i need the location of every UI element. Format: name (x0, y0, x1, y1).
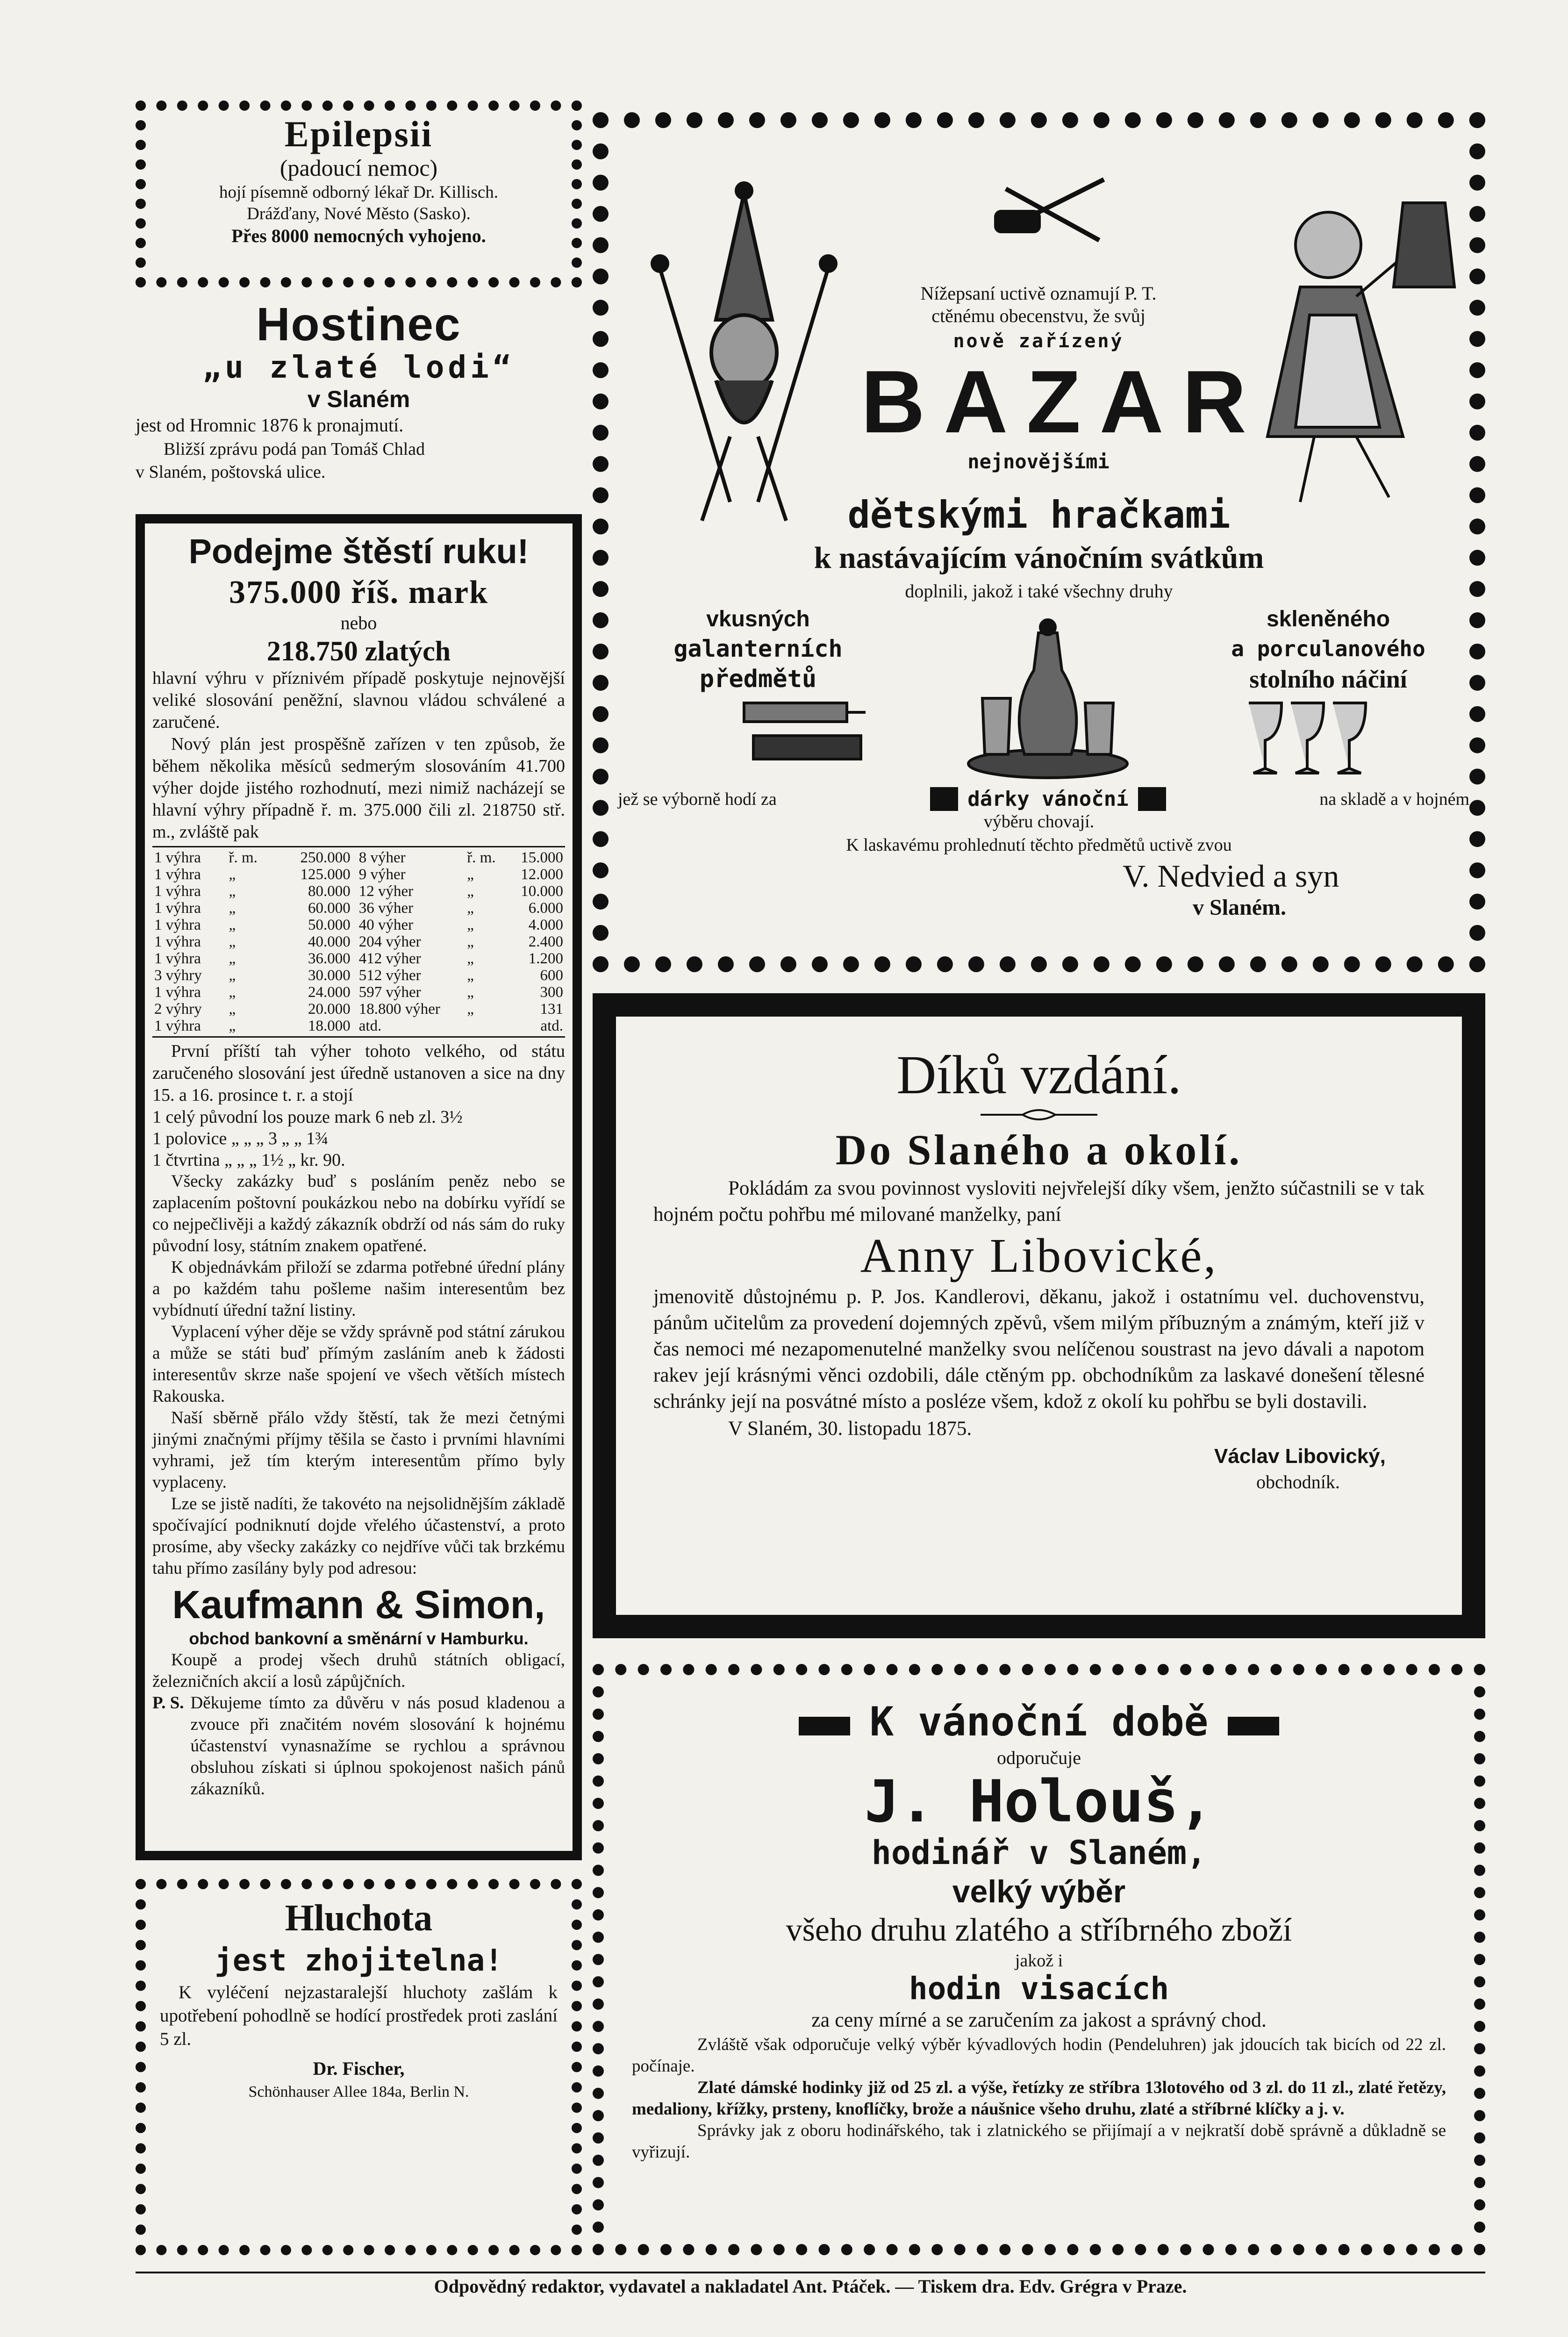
prize-row (357, 1018, 565, 1034)
bazaar-left-3: předmětů (699, 665, 817, 693)
prize-count: 2 výhry (154, 1001, 202, 1018)
prize-currency: „ (467, 917, 474, 933)
bazaar-newest: nejnovějšími (967, 450, 1110, 473)
prize-row (152, 866, 352, 883)
girl-leg-left (1300, 437, 1314, 502)
lottery-paragraph-2: První příští tah výher tohoto velkého, od státu zaručeného slosování jest úředně ustanoven a sice na dny 15. a 16. prosince t. r. a stojí (152, 1041, 565, 1105)
bazaar-right-3: stolního náčiní (1249, 665, 1407, 693)
prize-amount: 30.000 (308, 967, 351, 984)
prize-amount: 4.000 (528, 917, 563, 933)
jester-illustration (646, 175, 842, 530)
inn-line-1: jest od Hromnic 1876 k pronajmutí. (136, 415, 404, 436)
watchmaker-ad (593, 1664, 1485, 2255)
prize-currency: „ (229, 917, 236, 933)
epilepsy-subtitle: (padoucí nemoc) (279, 155, 438, 181)
lottery-paragraph-5: Vyplacení výher děje se vždy správně pod státní zárukou a může se státi buď přímým zasláním aneb k žádosti interesentův skrze naše spojení ve všech větších místech Rakouska. (152, 1322, 565, 1406)
epilepsy-line-3: Přes 8000 nemocných vyhojeno. (231, 225, 486, 246)
prize-count: 40 výher (358, 917, 414, 933)
prize-table-left (152, 849, 352, 1034)
prize-amount: 12.000 (521, 866, 563, 883)
prize-count: 8 výher (358, 849, 406, 866)
bazaar-left-group (618, 605, 898, 695)
watchmaker-paragraph-2: Zlaté dámské hodinky již od 25 zl. a výše, řetízky ze stříbra 13lotového od 3 zl. do 11 zl., zlaté řetězy, medaliony, křížky, prsteny, knoflíčky, brože a náušnice všeho druhu, zlaté a stříbrné klíčky a j. v. (632, 2078, 1446, 2119)
prize-currency: „ (229, 883, 236, 900)
lottery-amount: 375.000 říš. mark (229, 574, 489, 610)
brush-1 (744, 703, 847, 722)
deafness-title: Hluchota (285, 1898, 433, 1939)
prize-row (357, 917, 565, 933)
bazaar-stock: na skladě a v hojném (1319, 789, 1469, 809)
prize-count: 1 výhra (154, 917, 201, 933)
bazaar-left-1: vkusných (706, 607, 810, 631)
inn-title: Hostinec (256, 298, 461, 351)
prize-currency: ř. m. (229, 849, 258, 866)
jester-body (716, 380, 772, 423)
glass-left (982, 698, 1010, 754)
prize-amount: 80.000 (308, 883, 351, 900)
prize-row (357, 900, 565, 917)
watchmaker-headline-row (632, 1699, 1446, 1745)
lottery-ad (136, 514, 582, 1860)
prize-row (357, 849, 565, 866)
ornament-divider (653, 1105, 1425, 1124)
lottery-ps-text: Děkujeme tímto za důvěru v nás posud kladenou a zvouce při značitém novém slosování k hojnému účastenství vynasnažíme se rychlou a správnou obsluhou získati si úplnou spokojenost našich pánů zákazníků. (190, 1693, 565, 1799)
prize-count: 1 výhra (154, 950, 201, 967)
lottery-ps-label: P. S. (152, 1693, 184, 1713)
watchmaker-headline: K vánoční době (869, 1699, 1209, 1745)
lottery-paragraph-3: Všecky zakázky buď s posláním peněz nebo se zaplacením poštovní poukázkou nebo na dobírku vyřídí se co nejpečlivěji a každý zákazník obdrží od nás sám do ruky původní losy, státním znakem opatřené. (152, 1172, 565, 1255)
case (996, 212, 1038, 231)
deafness-subtitle: jest zhojitelna! (215, 1943, 503, 1978)
glassware-illustration (964, 614, 1132, 782)
prize-row (152, 900, 352, 917)
epilepsy-line-2: Drážďany, Nové Město (Sasko). (247, 204, 471, 223)
watchmaker-prices: za ceny mírné a se zaručením za jakost a správný chod. (811, 2008, 1267, 2031)
brush-2 (753, 736, 861, 759)
prize-currency: „ (229, 967, 236, 984)
lottery-amount-2: 218.750 zlatých (266, 636, 451, 667)
prize-count: 1 výhra (154, 933, 201, 950)
prize-currency: „ (467, 967, 474, 984)
hand-pointer-left-icon (799, 1717, 850, 1735)
thanks-ad (593, 993, 1485, 1638)
prize-count: atd. (358, 1018, 382, 1034)
prize-count: 36 výher (358, 900, 414, 917)
prize-count: 412 výher (358, 950, 421, 967)
bazaar-right-2: a porculanového (1231, 636, 1425, 661)
prize-count: 512 výher (358, 967, 421, 984)
bazaar-invite: K laskavému prohlednutí těchto předmětů uctivě zvou (846, 835, 1232, 855)
thanks-signature: Václav Libovický, (1214, 1445, 1386, 1468)
prize-currency: „ (229, 1018, 236, 1034)
bazaar-holidays: k nastávajícím vánočním svátkům (814, 541, 1264, 575)
deafness-ad (136, 1879, 582, 2255)
watchmaker-name: J. Holouš, (864, 1768, 1214, 1835)
prize-amount: 60.000 (308, 900, 351, 917)
watchmaker-trade: hodinář v Slaném, (871, 1834, 1207, 1872)
prize-amount: 24.000 (308, 984, 351, 1001)
jester-face (711, 315, 777, 390)
bazaar-supplemented: doplnili, jakož i také všechny druhy (905, 581, 1173, 602)
prize-currency: „ (467, 866, 474, 883)
girl-figure (1267, 203, 1454, 502)
doll (1394, 203, 1454, 287)
lottery-or: nebo (340, 612, 377, 633)
prize-amount: 10.000 (521, 883, 563, 900)
prize-row (357, 950, 565, 967)
prize-count: 12 výher (358, 883, 414, 900)
prize-currency: „ (229, 933, 236, 950)
prize-row (152, 1018, 352, 1034)
prize-row (152, 917, 352, 933)
prize-count: 18.800 výher (358, 1001, 440, 1018)
prize-row (357, 866, 565, 883)
prize-amount: 2.400 (528, 933, 563, 950)
watchmaker-big: velký výběr (952, 1874, 1126, 1909)
inn-ad (136, 299, 582, 505)
lottery-paragraph-4: K objednávkám přiloží se zdarma potřebné úřední plány a po každém tahu pošleme našim interesentům bez vybídnutí úřední tažní listiny. (152, 1258, 565, 1320)
prize-amount: atd. (540, 1018, 563, 1034)
prize-row (152, 883, 352, 900)
bazaar-right-group (1188, 605, 1468, 695)
jester-right-ball (821, 256, 836, 271)
prize-amount: 20.000 (308, 1001, 351, 1018)
bazaar-intro-line-1: Nížepsaní uctivě oznamují P. T. (920, 283, 1157, 304)
epilepsy-title: Epilepsii (284, 114, 433, 154)
prize-amount: 131 (540, 1001, 563, 1018)
inn-name: „u zlaté lodi“ (202, 349, 515, 385)
bazaar-newly: nově zařízený (953, 330, 1124, 352)
lottery-paragraph-1: Nový plán jest prospěšně zařízen v ten způsob, že během několika měsíců sedmerým slosováním 41.700 výher dojde jistého rozhodnutí, mezi nimiž nacházejí se hlavní výhry případně ř. m. 375.000 čili zl. 218750 stř. m., zvláště pak (152, 734, 565, 842)
imprint-footer: Odpovědný redaktor, vydavatel a nakladatel Ant. Ptáček. — Tiskem dra. Edv. Grégra v Praze. (136, 2272, 1485, 2300)
ornament-lines (981, 1110, 1097, 1119)
wine-glasses (1249, 703, 1366, 773)
girl-head (1296, 212, 1361, 278)
glass-right (1085, 703, 1113, 754)
bazaar-firm: V. Nedvied a syn (1123, 858, 1339, 894)
prize-amount: 50.000 (308, 917, 351, 933)
prize-currency: „ (229, 866, 236, 883)
deafness-signature: Dr. Fischer, (313, 2058, 405, 2079)
wine-glass-2 (1291, 703, 1324, 773)
prize-amount: 15.000 (521, 849, 563, 866)
prize-row (152, 1001, 352, 1018)
bazaar-firm-place: v Slaném. (1193, 895, 1287, 920)
bazaar-choice: výběru chovají. (983, 812, 1095, 832)
bazaar-intro (861, 282, 1265, 475)
prize-currency: „ (229, 1001, 236, 1018)
bazaar-gifts-line (618, 787, 1469, 811)
inn-place: v Slaném (307, 386, 410, 412)
deafness-address: Schönhauser Allee 184a, Berlin N. (248, 2083, 469, 2100)
watchmaker-recommends: odporučuje (997, 1747, 1081, 1768)
lottery-paragraph-6: Naší sběrně přálo vždy štěstí, tak že mezi četnými jinými značnými příjmy těšila se často i prvními hlavními vyhrami, jež tím kterým interesentům přímo byly vyplaceny. (152, 1408, 565, 1492)
prize-currency: „ (467, 883, 474, 900)
prize-row (152, 933, 352, 950)
thanks-title: Díků vzdání. (896, 1044, 1181, 1105)
thanks-date: V Slaném, 30. listopadu 1875. (728, 1418, 972, 1440)
prize-count: 1 výhra (154, 883, 201, 900)
prize-currency: „ (467, 900, 474, 917)
bazaar-toys: dětskými hračkami (847, 493, 1231, 537)
wine-glass-1 (1249, 703, 1282, 773)
prize-count: 1 výhra (154, 984, 201, 1001)
lottery-intro: hlavní výhru v příznivém případě poskytuje nejnovější veliké slosování peněžní, slavnou vládou schválené a zaručené. (152, 668, 565, 732)
prize-currency: „ (229, 950, 236, 967)
lottery-title: Podejme štěstí ruku! (188, 532, 529, 571)
lottery-postscript (152, 1692, 565, 1800)
prize-currency (465, 1018, 506, 1034)
thanks-name: Anny Libovické, (860, 1229, 1218, 1283)
bazaar-suits: jež se výborně hodí za (618, 789, 777, 809)
prize-currency: „ (467, 1001, 474, 1018)
prize-currency: „ (467, 950, 474, 967)
prize-amount: 1.200 (528, 950, 563, 967)
lottery-price-3: 1 čtvrtina „ „ „ 1½ „ kr. 90. (152, 1150, 345, 1170)
prize-currency: „ (229, 900, 236, 917)
epilepsy-ad (136, 100, 582, 287)
inn-line-3: v Slaném, poštovská ulice. (136, 462, 326, 482)
deafness-text: K vyléčení nejzastaralejší hluchoty zašlám k upotřebení pohodlně se hodící prostředek proti zaslání 5 zl. (160, 1982, 558, 2049)
prize-row (357, 883, 565, 900)
carafe (1019, 633, 1077, 754)
prize-amount: 6.000 (528, 900, 563, 917)
prize-row (152, 950, 352, 967)
prize-currency: „ (467, 984, 474, 1001)
hand-pointer-right-icon (1228, 1717, 1279, 1735)
jester-left-ball (652, 256, 667, 271)
prize-row (152, 967, 352, 984)
thanks-occupation: obchodník. (1256, 1471, 1340, 1492)
lottery-price-2: 1 polovice „ „ „ 3 „ „ 1¾ (152, 1129, 329, 1148)
prize-count: 597 výher (358, 984, 421, 1001)
lottery-firm-description: Koupě a prodej všech druhů státních obligací, železničních akcií a losů zápůjčních. (152, 1650, 565, 1691)
prize-table (152, 846, 565, 1038)
bazaar-word: BAZAR (861, 352, 1265, 452)
jester-hat (716, 194, 772, 320)
prize-count: 1 výhra (154, 900, 201, 917)
prize-count: 1 výhra (154, 1018, 201, 1034)
prize-row (357, 1001, 565, 1018)
prize-currency: „ (467, 933, 474, 950)
prize-row (152, 849, 352, 866)
watchmaker-goods: všeho druhu zlatého a stříbrného zboží (786, 1912, 1292, 1948)
brushes (744, 703, 866, 759)
lottery-paragraph-7: Lze se jistě nadíti, že takovéto na nejsolidnějším základě spočívající podniknutí dojde vřelého účastenství, a proto prosíme, aby všecky zakázky co nejdříve vůči tak brzkému tahu přímo zasílány byly pod adresou: (152, 1494, 565, 1578)
cutlery-set (996, 179, 1104, 240)
thanks-subtitle: Do Slaného a okolí. (835, 1126, 1243, 1174)
girl-leg-right (1356, 437, 1389, 497)
prize-amount: 600 (540, 967, 563, 984)
prize-currency: ř. m. (467, 849, 496, 866)
thanks-paragraph-2: jmenovitě důstojnému p. P. Jos. Kandlerovi, děkanu, jakož i ostatnímu vel. duchovenstvu, pánům učitelům za provedení dojemných zpěvů, všem milým příbuzným a známým, kteří již v čas nemoci mé nezapomenutelné manželky svou nelíčenou soustrast na jevo dávali a napotom rakev její krásnými věnci ozdobili, dále ctěným pp. obchodníkům za laskavé donešení tělesné schránky její na posvátné místo a posléze všem, kdož z okolí ku pohřbu se byli dostavili. (653, 1286, 1425, 1412)
carafe-stopper (1040, 620, 1055, 635)
prize-row (357, 984, 565, 1001)
prize-amount: 18.000 (308, 1018, 351, 1034)
bazaar-gifts: dárky vánoční (930, 787, 1166, 811)
prize-amount: 300 (540, 984, 563, 1001)
prize-table-right (357, 849, 565, 1034)
prize-row (357, 967, 565, 984)
prize-currency: „ (229, 984, 236, 1001)
prize-count: 9 výher (358, 866, 406, 883)
prize-count: 1 výhra (154, 849, 201, 866)
lottery-firm-subtitle: obchod bankovní a směnární v Hamburku. (189, 1629, 529, 1648)
thanks-paragraph-1: Pokládám za svou povinnost vysloviti nejvřelejší díky všem, jenžto súčastnili se v tak hojném počtu pohřbu mé milované manželky, paní (653, 1177, 1425, 1226)
prize-count: 3 výhry (154, 967, 202, 984)
bazaar-left-2: galanterních (673, 635, 843, 662)
prize-amount: 250.000 (300, 849, 351, 866)
lottery-firm: Kaufmann & Simon, (172, 1583, 545, 1627)
jester-figure (652, 183, 836, 521)
wine-glass-3 (1333, 703, 1366, 773)
brushes-illustration (739, 694, 870, 768)
lottery-price-1: 1 celý původní los pouze mark 6 neb zl. 3½ (152, 1107, 463, 1127)
prize-amount: 125.000 (300, 866, 351, 883)
bazaar-intro-line-2: ctěnému obecenstvu, že svůj (931, 305, 1146, 326)
prize-count: 1 výhra (154, 866, 201, 883)
cutlery-illustration (992, 161, 1113, 254)
prize-row (357, 933, 565, 950)
bazaar-right-1: skleněného (1266, 607, 1390, 631)
jester-hat-bell (737, 183, 752, 198)
prize-count: 204 výher (358, 933, 421, 950)
girl-with-doll-illustration (1249, 175, 1464, 511)
epilepsy-line-1: hojí písemně odborný lékař Dr. Killisch. (219, 183, 499, 202)
prize-amount: 36.000 (308, 950, 351, 967)
inn-line-2: Bližší zprávu podá pan Tomáš Chlad (164, 439, 425, 459)
glassware (968, 620, 1127, 778)
watchmaker-paragraph-1: Zvláště však odporučuje velký výběr kývadlových hodin (Pendeluhren) jak jdoucích tak bicích od 22 zl. počínaje. (632, 2035, 1446, 2076)
watchmaker-clocks: hodin visacích (909, 1971, 1169, 2007)
prize-row (152, 984, 352, 1001)
prize-amount: 40.000 (308, 933, 351, 950)
watchmaker-also: jakož i (1015, 1951, 1063, 1971)
wine-glasses-illustration (1244, 698, 1375, 778)
bazaar-ad (593, 112, 1485, 972)
watchmaker-paragraph-3: Správky jak z oboru hodinářského, tak i zlatnického se přijímají a v nejkratší době správně a důkladně se vyřizují. (632, 2121, 1446, 2162)
